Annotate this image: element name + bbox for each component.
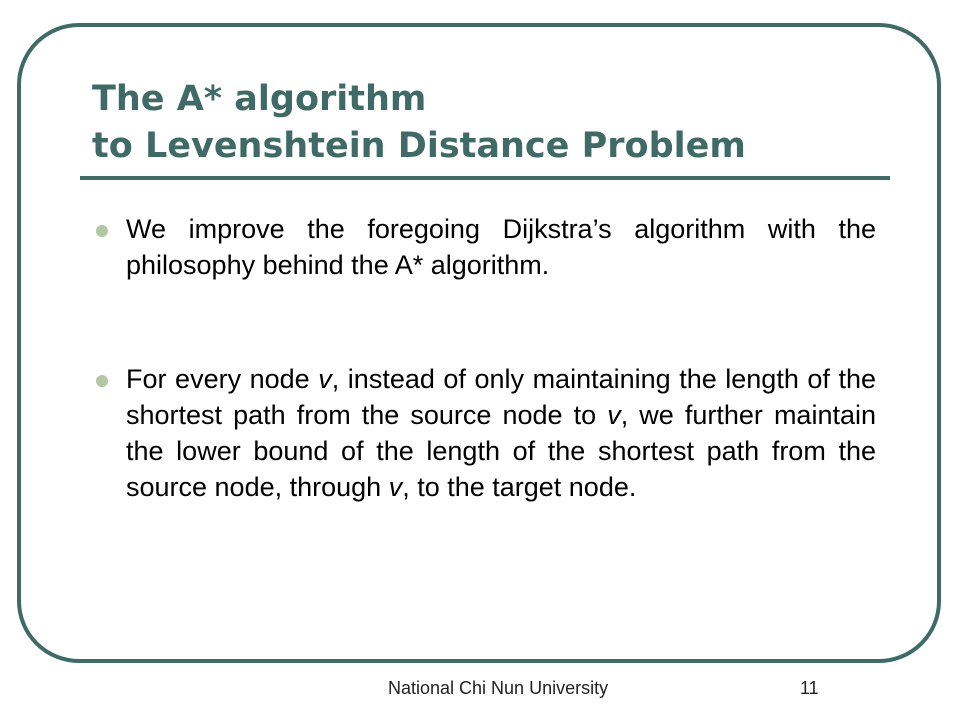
slide-title	[92, 76, 892, 170]
bullet-text: We improve the foregoing Dijkstra’s algorithm with the philosophy behind the A* algorithm.	[126, 214, 876, 280]
variable-v: v	[607, 400, 621, 430]
variable-v: v	[388, 472, 403, 502]
bullet-dot-icon	[96, 225, 108, 237]
bullet-item	[96, 361, 876, 505]
title-underline	[80, 176, 890, 180]
title-line-2: to Levenshtein Distance Problem	[92, 126, 746, 166]
variable-v: v	[318, 364, 332, 394]
bullet-text-segment: , to the target node.	[402, 472, 637, 502]
bullet-dot-icon	[96, 375, 108, 387]
page-number: 11	[800, 678, 819, 698]
footer-organization: National Chi Nun University	[388, 678, 609, 698]
bullet-list	[96, 211, 876, 505]
bullet-text-segment: For every node	[126, 364, 319, 394]
bullet-text-segment: , instead of only maintaining the length of the shortest path from the source node to	[126, 364, 876, 430]
bullet-item	[96, 211, 876, 283]
bullet-text-segment: , we further maintain the lower bound of the length of the shortest path from the source node, through	[126, 400, 876, 502]
title-line-1: The A* algorithm	[92, 79, 427, 119]
